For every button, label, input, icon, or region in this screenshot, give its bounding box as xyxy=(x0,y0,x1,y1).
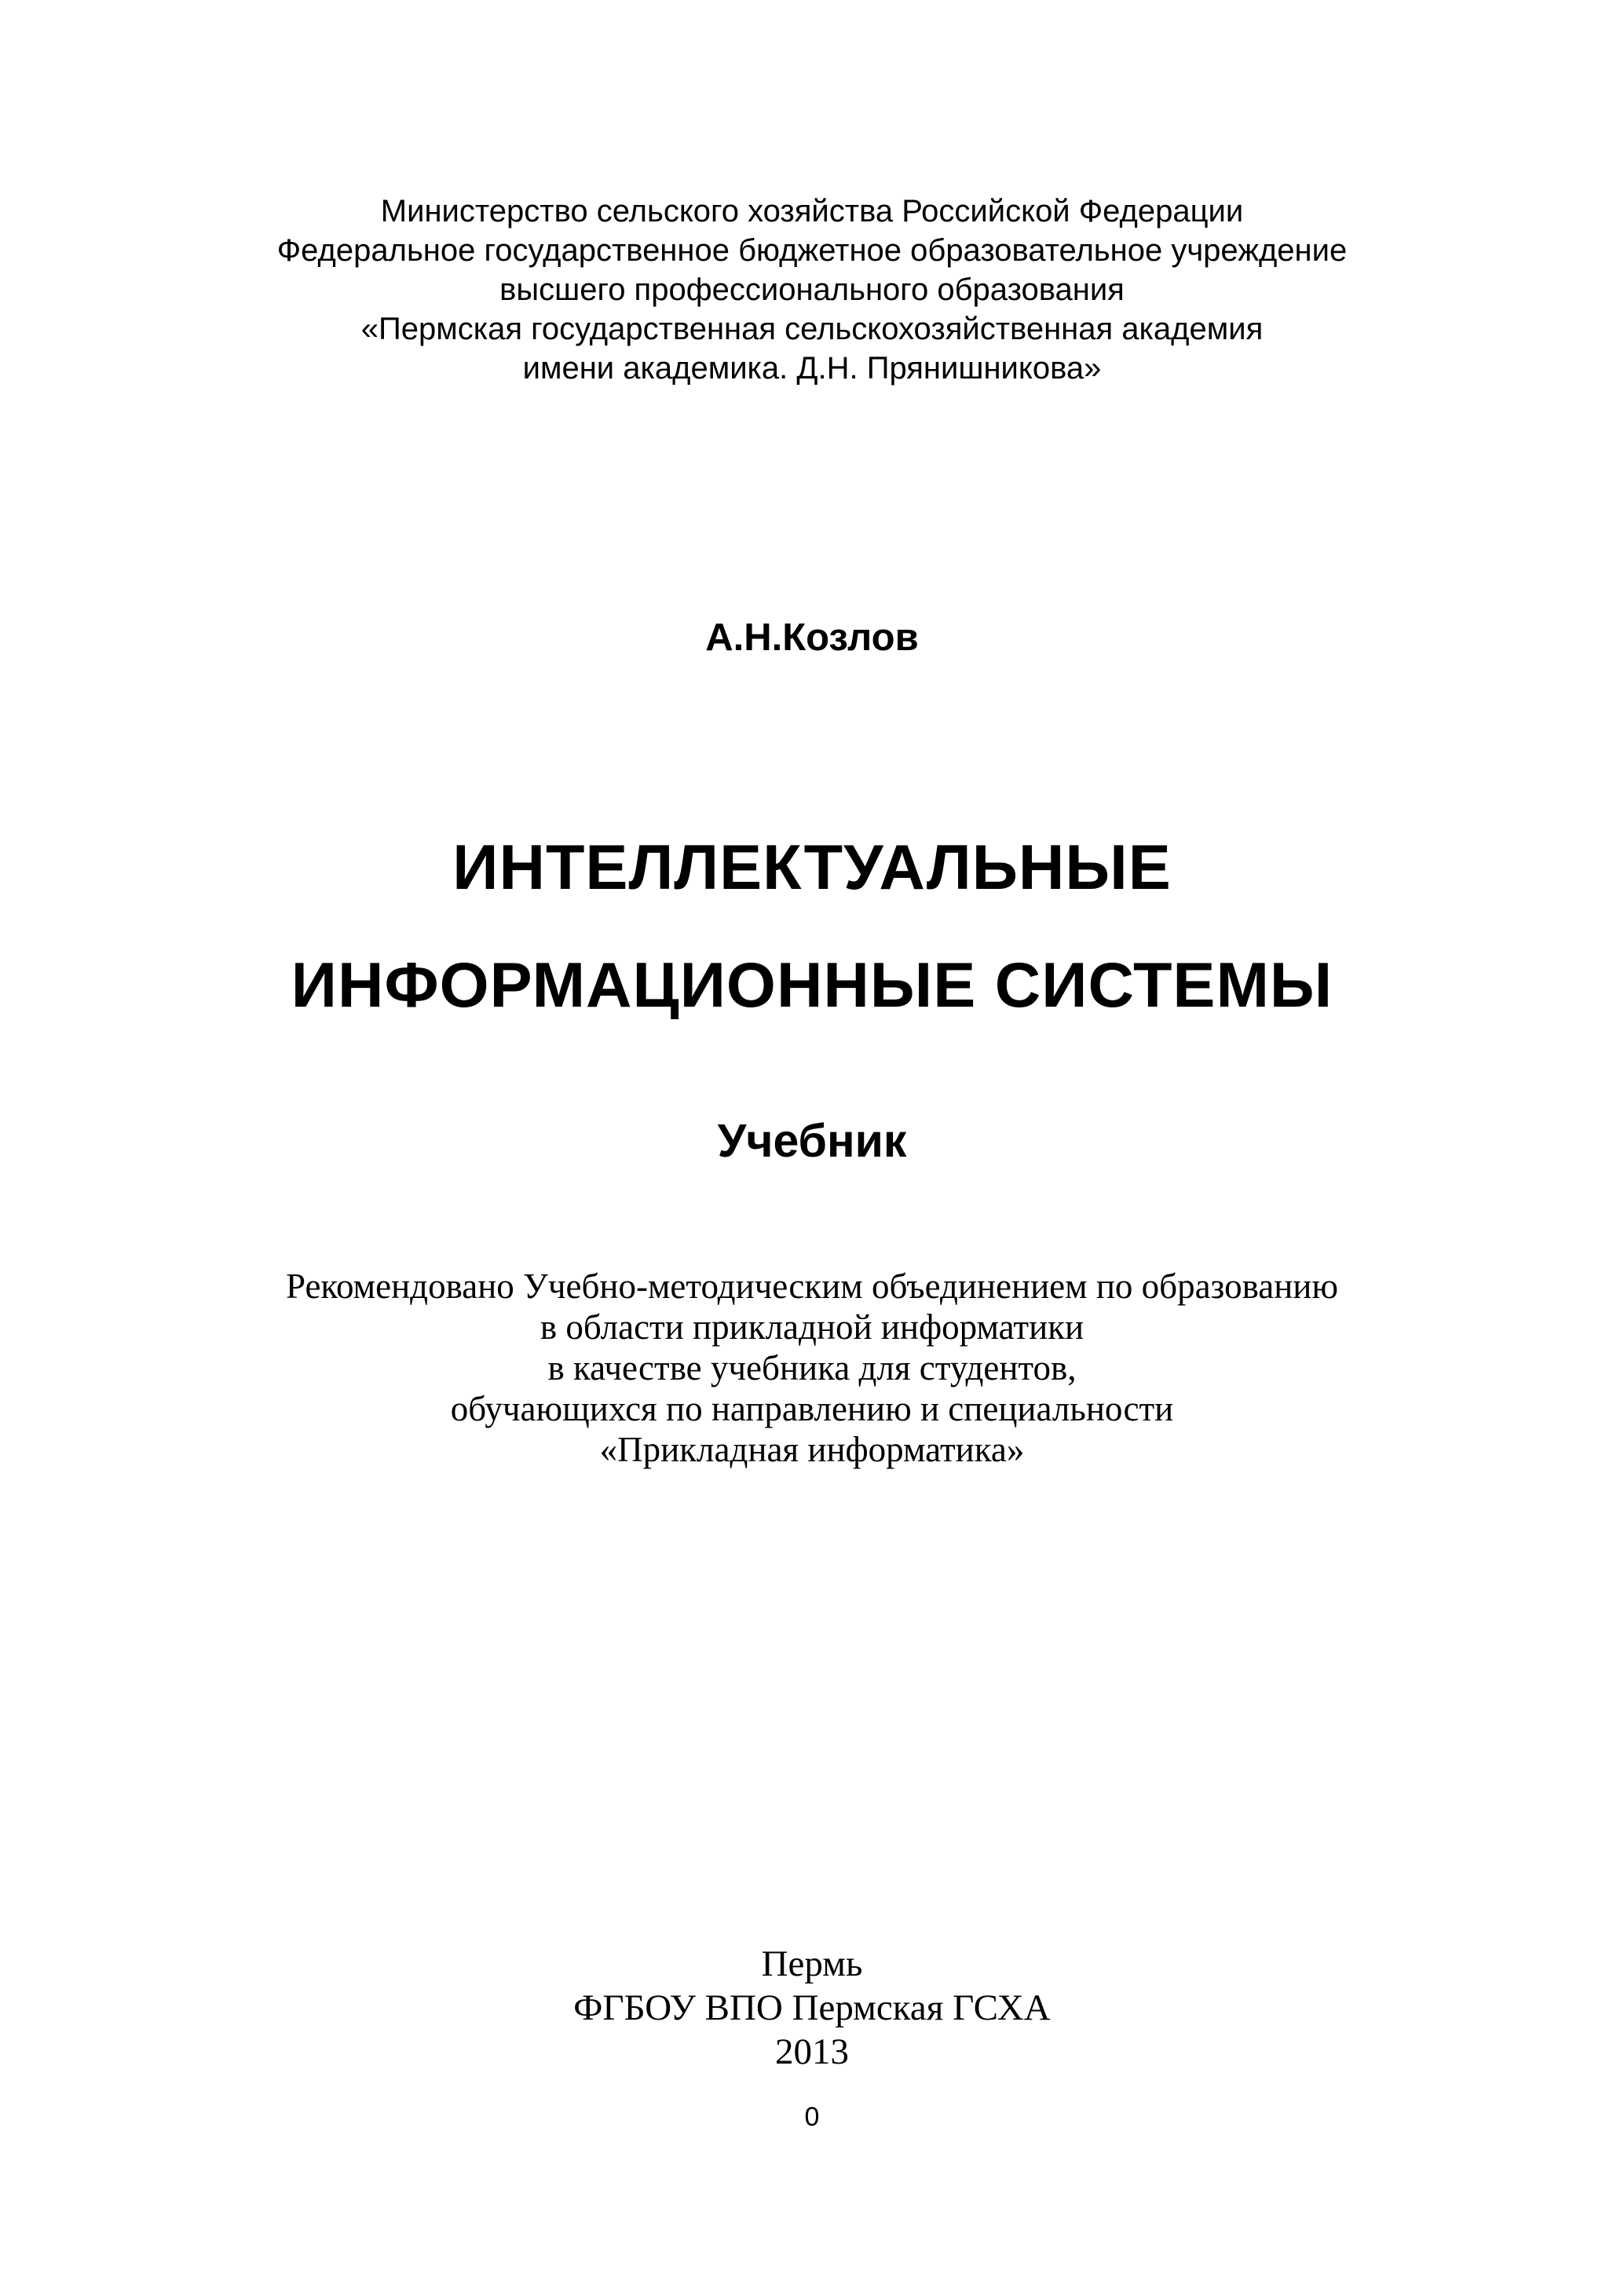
imprint-publisher: ФГБОУ ВПО Пермская ГСХА xyxy=(573,1987,1051,2028)
header-line-academy-name: «Пермская государственная сельскохозяйственная академия xyxy=(360,312,1264,346)
recommendation-line-1: Рекомендовано Учебно-методическим объединением по образованию xyxy=(286,1267,1338,1306)
book-title-line-1: ИНТЕЛЛЕКТУАЛЬНЫЕ xyxy=(452,832,1172,903)
imprint-city: Пермь xyxy=(761,1943,863,1984)
author-name: А.Н.Козлов xyxy=(705,616,919,659)
imprint xyxy=(0,1942,1624,2074)
header-line-ministry: Министерство сельского хозяйства Российской Федерации xyxy=(380,194,1244,229)
book-title-line-2: ИНФОРМАЦИОННЫЕ СИСТЕМЫ xyxy=(291,950,1333,1021)
recommendation-line-5: «Прикладная информатика» xyxy=(599,1430,1025,1469)
header-line-education-level: высшего профессионального образования xyxy=(499,272,1125,307)
book-title xyxy=(0,809,1624,1044)
page-number: 0 xyxy=(804,2102,820,2132)
header-line-institution-type: Федеральное государственное бюджетное образовательное учреждение xyxy=(276,233,1348,268)
book-type: Учебник xyxy=(717,1115,907,1167)
recommendation-line-3: в качестве учебника для студентов, xyxy=(547,1348,1077,1387)
recommendation-note xyxy=(0,1266,1624,1470)
imprint-year: 2013 xyxy=(775,2031,849,2072)
recommendation-line-2: в области прикладной информатики xyxy=(540,1307,1084,1347)
header-line-academy-namesake: имени академика. Д.Н. Прянишникова» xyxy=(522,351,1102,386)
institution-header xyxy=(0,192,1624,388)
recommendation-line-4: обучающихся по направлению и специальности xyxy=(450,1389,1174,1428)
